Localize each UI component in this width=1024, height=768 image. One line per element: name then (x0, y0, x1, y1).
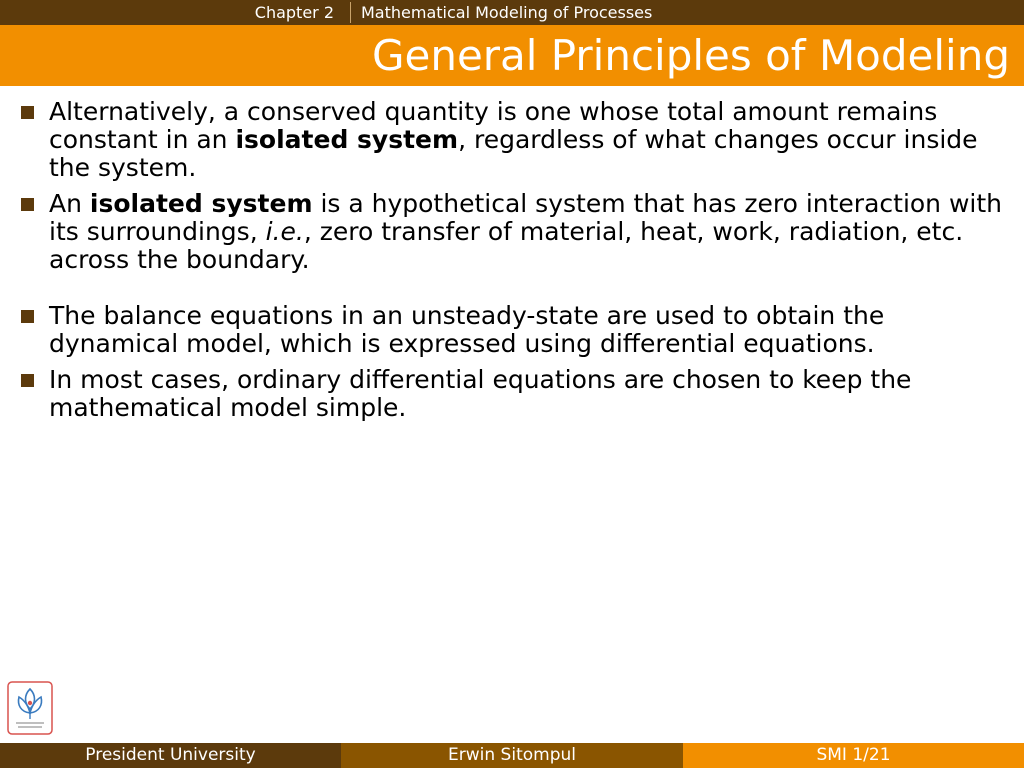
university-logo-icon (7, 681, 53, 735)
square-bullet-icon (21, 198, 34, 211)
slide-content (0, 98, 1024, 430)
bullet-item (0, 190, 1024, 274)
header-divider (350, 2, 351, 23)
title-bar (0, 25, 1024, 86)
bullet-item (0, 98, 1024, 182)
bullet-text: , zero transfer of material, heat, work, radiation, etc. across the boundary. (49, 217, 964, 274)
square-bullet-icon (21, 106, 34, 119)
bullet-text: In most cases, ordinary differential equations are chosen to keep the mathematical model simple. (49, 365, 912, 422)
bullet-item (0, 366, 1024, 422)
bullet-bold-term: isolated system (235, 125, 459, 154)
bullet-text: Alternatively, a conserved quantity is one whose total amount remains constant in an (49, 97, 938, 154)
square-bullet-icon (21, 374, 34, 387)
bullet-text: is a hypothetical system that has zero interaction with its surroundings, (49, 189, 1003, 246)
bullet-text: The balance equations in an unsteady-state are used to obtain the dynamical model, which is expressed using differential equations. (49, 301, 885, 358)
slide-title: General Principles of Modeling (371, 31, 1010, 80)
bullet-bold-term: isolated system (89, 189, 313, 218)
bullet-text: , regardless of what changes occur inside the system. (49, 125, 978, 182)
chapter-label: Chapter 2 (254, 3, 334, 22)
bullet-item (0, 302, 1024, 358)
bullet-italic-term: i.e. (265, 217, 304, 246)
footer-institution: President University (0, 743, 341, 768)
header-bar (0, 0, 1024, 25)
footer-page-number: SMI 1/21 (683, 743, 1024, 768)
footer-bar (0, 743, 1024, 768)
bullet-text: An (49, 189, 90, 218)
section-label: Mathematical Modeling of Processes (361, 3, 653, 22)
square-bullet-icon (21, 310, 34, 323)
footer-author: Erwin Sitompul (341, 743, 683, 768)
